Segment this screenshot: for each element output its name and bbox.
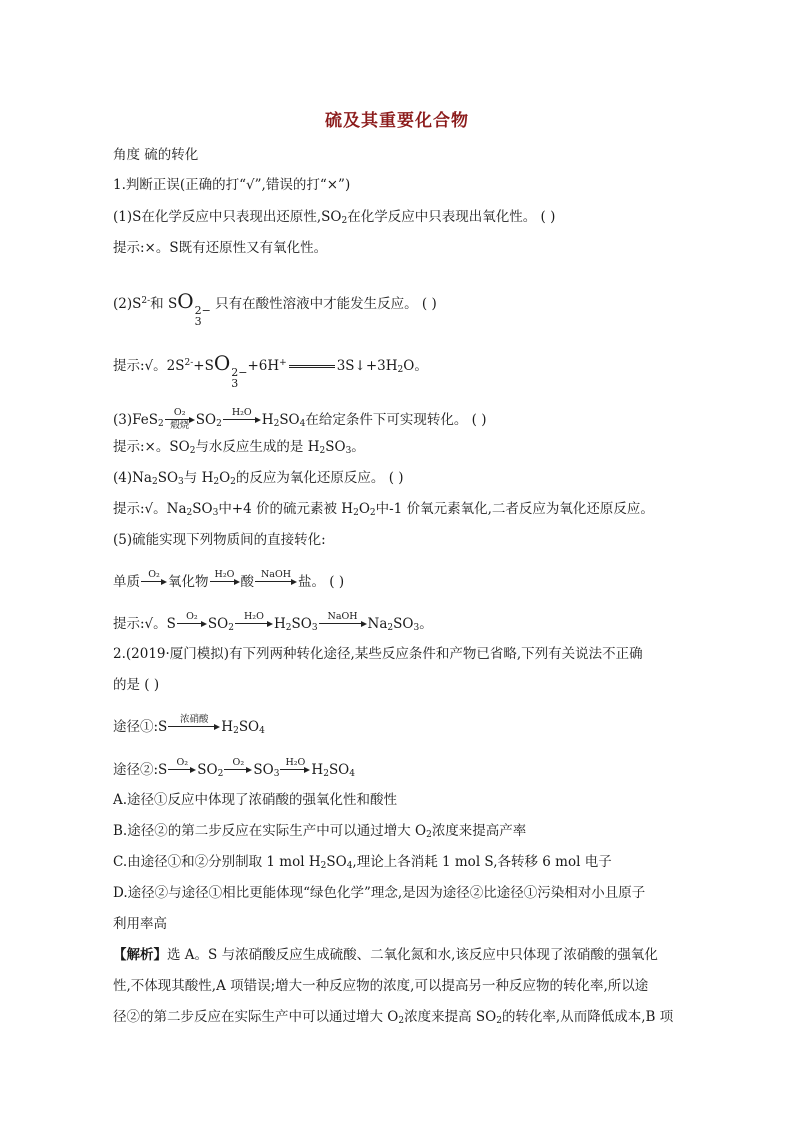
q1-item-5-chain: 单质 O₂ 氧化物 H₂O 酸 NaOH 盐。 ( )	[113, 569, 345, 590]
reaction-arrow: O₂	[168, 758, 196, 774]
q1-item-1-hint: 提示:×。S既有还原性又有氧化性。	[113, 240, 328, 256]
q2-option-d-line-1: D.途径②与途径①相比更能体现“绿色化学”理念,是因为途径②比途径①污染相对小且原子	[113, 885, 646, 901]
sulfite-ion: O 2− 3	[213, 351, 248, 390]
reaction-arrow: H₂O	[210, 570, 240, 586]
page-title: 硫及其重要化合物	[325, 111, 469, 131]
q1-item-1: (1)S在化学反应中只表现出还原性$,SO_2$在化学反应中只表现出氧化性。 ( )	[113, 209, 556, 226]
analysis-label: 【解析】	[113, 947, 167, 963]
q1-item-2-hint: 提示:√。$2S^{2-}+SO$ 2− 3 +6H+ $3S↓+3H_2O$。	[113, 351, 428, 390]
q2-option-a: A.途径①反应中体现了浓硝酸的强氧化性和酸性	[113, 792, 398, 808]
q1-item-3-hint: 提示:×。$SO_2$与水反应生成的是 $H_2SO_3$。	[113, 439, 365, 456]
q2-analysis-line-2: 性,不体现其酸性,A 项错误;增大一种反应物的浓度,可以提高另一种反应物的转化率,所以途	[113, 978, 649, 994]
equals-sign	[289, 365, 335, 368]
reaction-arrow: O₂	[177, 612, 207, 628]
q2-analysis-line-1: 【解析】选 A。S 与浓硝酸反应生成硫酸、二氧化氮和水,该反应中只体现了浓硝酸的强氧化	[113, 947, 658, 963]
reaction-arrow: NaOH	[319, 612, 367, 628]
q1-item-4: $(4)Na_2SO_3$与 $H_2O_2$的反应为氧化还原反应。 ( )	[113, 470, 404, 487]
reaction-arrow: H₂O	[235, 612, 273, 628]
q1-item-3: (3)FeS$_2$ O₂ 煅烧 $SO_2$ H₂O $H_2SO_4$在给定条件下可实现转化。 ( )	[113, 407, 487, 431]
q2-analysis-line-3: 径②的第二步反应在实际生产中可以通过增大 $O_2$浓度来提高 $SO_2$的转化率,从而降低成本,B 项	[113, 1009, 674, 1026]
q2-option-c: C.由途径①和②分别制取 1 mol $H_2SO_4$,理论上各消耗 1 mol S,各转移 6 mol 电子	[113, 854, 612, 871]
reaction-arrow: H₂O	[223, 408, 261, 424]
q2-stem-line-2: 的是 ( )	[113, 677, 160, 693]
sulfite-ion: O 2− 3	[177, 289, 211, 328]
q1-stem: 1.判断正误(正确的打“√”,错误的打“×”)	[113, 177, 351, 193]
section-heading: 角度 硫的转化	[113, 147, 199, 163]
q2-option-b: B.途径②的第二步反应在实际生产中可以通过增大 $O_2$浓度来提高产率	[113, 823, 527, 840]
q1-item-2: $(2)S^{2-}$和 SO 2− 3 只有在酸性溶液中才能发生反应。 ( )	[113, 289, 437, 328]
q2-route-2: 途径②:S O₂ $SO_2$ O₂ $SO_3$ H₂O $H_2SO_4$	[113, 757, 355, 779]
reaction-arrow: NaOH	[255, 570, 297, 586]
q2-option-d-line-2: 利用率高	[113, 916, 167, 932]
q1-item-4-hint: 提示:√。$Na_2SO_3$中+4 价的硫元素被 $H_2O_2$中-1 价氧元素氧化,二者反应为氧化还原反应。	[113, 501, 654, 518]
reaction-arrow: O₂ 煅烧	[165, 408, 195, 424]
q1-item-5: (5)硫能实现下列物质间的直接转化:	[113, 532, 326, 548]
reaction-arrow: O₂	[224, 758, 252, 774]
q2-route-1: 途径①:S 浓硝酸 $H_2SO_4$	[113, 714, 265, 736]
reaction-arrow: 浓硝酸	[168, 715, 220, 731]
q2-stem-line-1: 2.(2019·厦门模拟)有下列两种转化途径,某些反应条件和产物已省略,下列有关说法不正确	[113, 646, 643, 662]
reaction-arrow: O₂	[141, 570, 167, 586]
reaction-arrow: H₂O	[280, 758, 310, 774]
q1-item-5-hint: 提示:√。S O₂ $SO_2$ H₂O $H_2SO_3$ NaOH $Na_2SO_3$。	[113, 611, 433, 633]
